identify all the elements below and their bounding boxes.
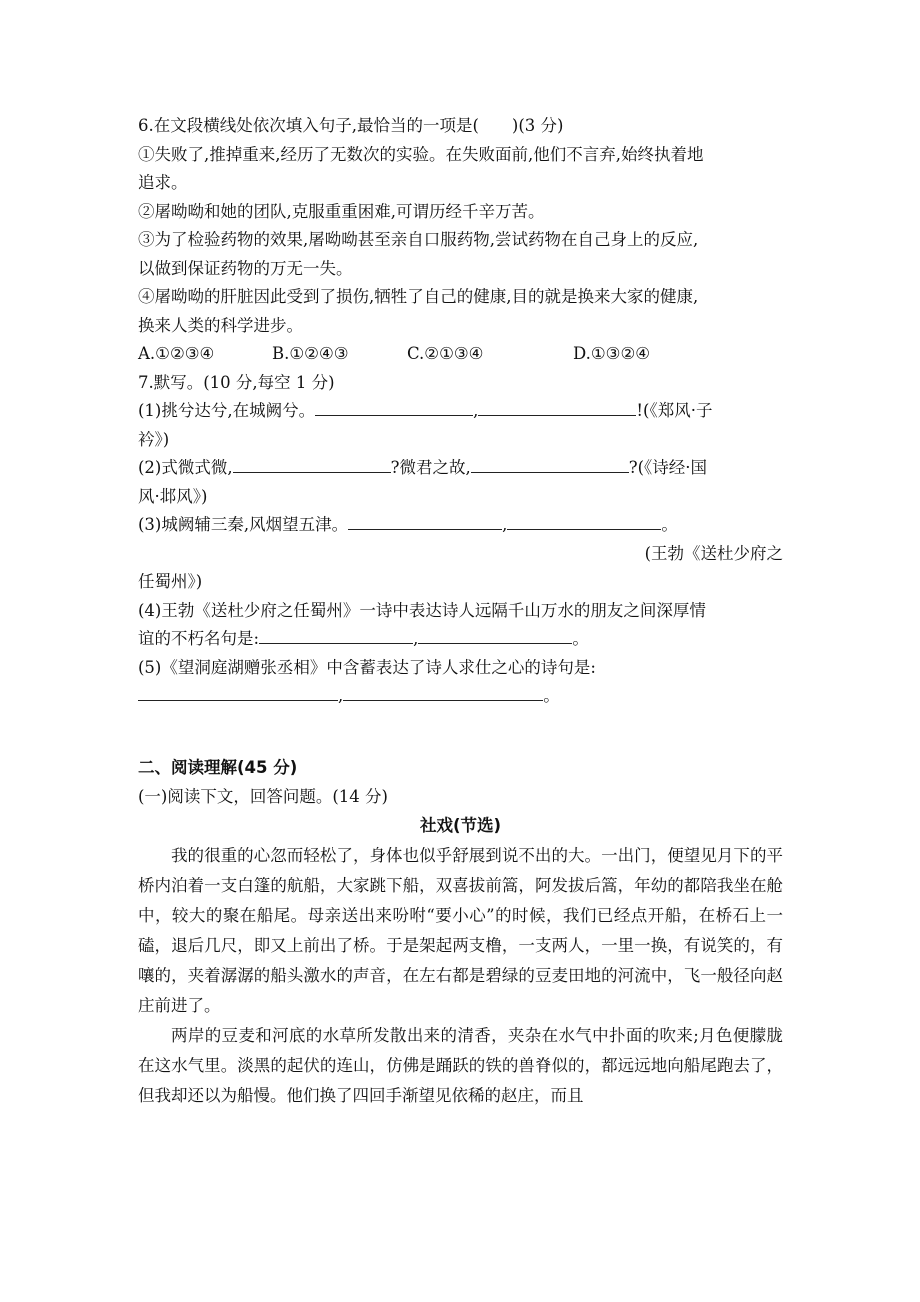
q7-item-4: (4)王勃《送杜少府之任蜀州》一诗中表达诗人远隔千山万水的朋友之间深厚情: [138, 600, 706, 620]
q7-item-5: (5)《望洞庭湖赠张丞相》中含蓄表达了诗人求仕之心的诗句是:: [138, 657, 596, 677]
q6-sentence-4: ④屠呦呦的肝脏因此受到了损伤,牺牲了自己的健康,目的就是换来大家的健康,: [138, 287, 699, 306]
fill-blank[interactable]: [507, 511, 661, 530]
fill-blank[interactable]: [418, 625, 572, 644]
q6-sentence-4-cont: 换来人类的科学进步。: [138, 315, 303, 335]
reading-subtitle: (一)阅读下文，回答问题。(14 分): [138, 786, 388, 806]
q6-stem: 6.在文段横线处依次填入句子,最恰当的一项是( )(3 分): [138, 116, 564, 135]
passage-paragraph-2: 两岸的豆麦和河底的水草所发散出来的清香，夹杂在水气中扑面的吹来;月色便朦胧在这水气里。淡黑的起伏的连山，仿佛是踊跃的铁的兽脊似的，都远远地向船尾跑去了，但我却还以为船慢。他们换了四回手渐望见依稀的赵庄，而且: [138, 1026, 783, 1105]
fill-blank[interactable]: [478, 397, 636, 416]
q6-options: [138, 340, 783, 369]
fill-blank[interactable]: [315, 397, 473, 416]
q6-sentence-1: ①失败了,推掉重来,经历了无数次的实验。在失败面前,他们不言弃,始终执着地: [138, 144, 704, 164]
fill-blank[interactable]: [233, 454, 391, 473]
q6-option-d[interactable]: D.①③②④: [573, 344, 651, 363]
passage-title: 社戏(节选): [419, 816, 502, 835]
fill-blank[interactable]: [259, 625, 413, 644]
q7-item-1: (1)挑兮达兮,在城阙兮。 , !(《郑风·子: [138, 397, 783, 426]
spacer: [138, 711, 783, 753]
q7-item-1-source: 衿》): [138, 429, 170, 449]
q7-item-2-source: 风·邶风》): [138, 486, 208, 506]
fill-blank[interactable]: [343, 682, 543, 701]
q7-item-3-source-cont: 任蜀州》): [138, 572, 203, 591]
q6-option-b[interactable]: B.①②④③: [272, 344, 349, 363]
q7-item-2: (2)式微式微, ?微君之故, ?(《诗经·国: [138, 454, 783, 483]
q7-item-3: (3)城阙辅三秦,风烟望五津。 , 。: [138, 511, 783, 540]
passage-paragraph-1: 我的很重的心忽而轻松了，身体也似乎舒展到说不出的大。一出门，便望见月下的平桥内泊着一支白篷的航船，大家跳下船，双喜拔前篙，阿发拔后篙，年幼的都陪我坐在舱中，较大的聚在船尾。母亲送出来吩咐“要小心”的时候，我们已经点开船，在桥石上一磕，退后几尺，即又上前出了桥。于是架起两支橹，一支两人，一里一换，有说笑的，有嚷的，夹着潺潺的船头激水的声音，在左右都是碧绿的豆麦田地的河流中，飞一般径向赵庄前进了。: [138, 846, 783, 1015]
q6-sentence-3-cont: 以做到保证药物的万无一失。: [138, 258, 353, 278]
q6-sentence-2: ②屠呦呦和她的团队,克服重重困难,可谓历经千辛万苦。: [138, 201, 545, 221]
exam-page: [138, 112, 783, 1111]
q7-item-4-cont: 谊的不朽名句是: , 。: [138, 625, 783, 654]
q6-option-a[interactable]: A.①②③④: [138, 344, 215, 363]
q6-option-c[interactable]: C.②①③④: [407, 344, 484, 363]
fill-blank[interactable]: [471, 454, 629, 473]
q6-sentence-1-cont: 追求。: [138, 173, 188, 192]
section-title: 二、阅读理解(45 分): [138, 757, 298, 777]
q6-sentence-3: ③为了检验药物的效果,屠呦呦甚至亲自口服药物,尝试药物在自己身上的反应,: [138, 230, 699, 249]
q7-item-5-blanks: , 。: [138, 682, 783, 711]
fill-blank[interactable]: [138, 682, 338, 701]
fill-blank[interactable]: [348, 511, 502, 530]
q7-stem: 7.默写。(10 分,每空 1 分): [138, 372, 335, 392]
q7-item-3-source: (王勃《送杜少府之: [644, 543, 783, 563]
